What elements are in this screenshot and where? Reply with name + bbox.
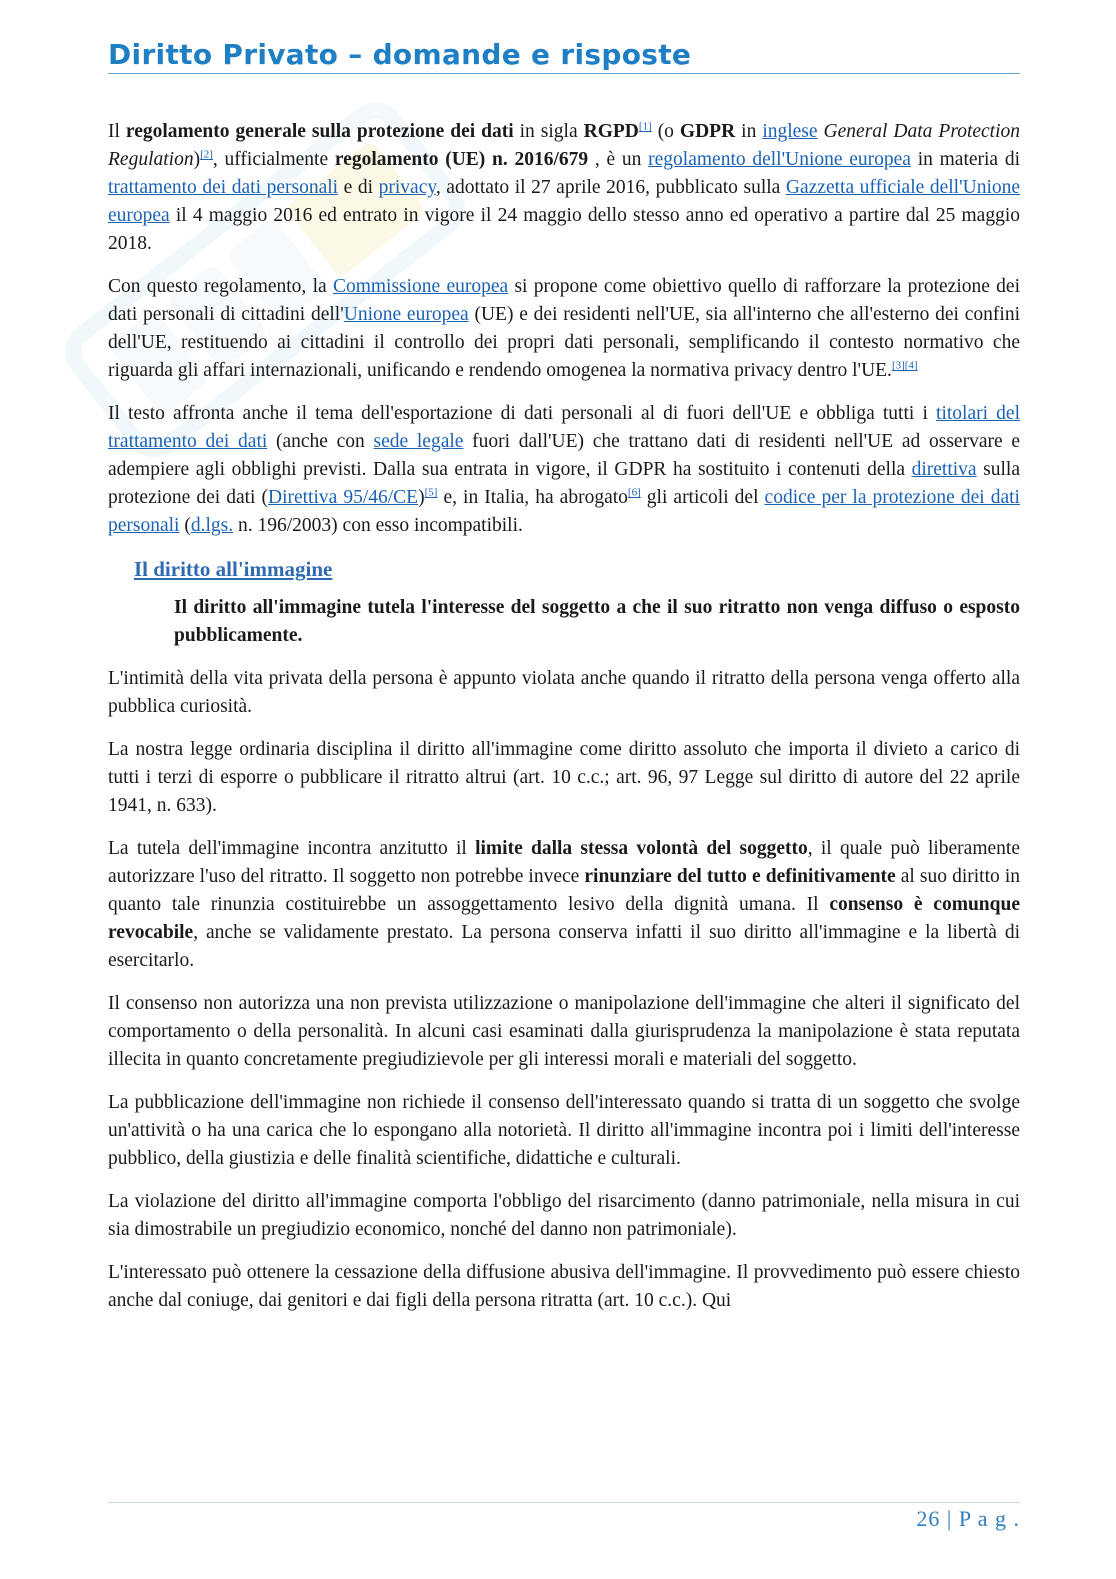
footer-divider (108, 1502, 1020, 1503)
bold-term: GDPR (679, 121, 736, 142)
link-gazzetta-ufficiale[interactable]: Gazzetta ufficiale dell'Unione europea (108, 177, 1021, 226)
link-sede-legale[interactable]: sede legale (373, 431, 464, 452)
footnote-link[interactable]: [2] (200, 148, 213, 161)
italic-term: General Data Protection Regulation (108, 121, 1021, 170)
paragraph-cessazione: L'interessato può ottenere la cessazione della diffusione abusiva dell'immagine. Il provvedimento può essere chiesto anche dal coniuge, dai genitori e dai figli della persona ritratta (art. 10 c.c.). Qui (108, 1262, 1020, 1311)
paragraph-intimita: L'intimità della vita privata della persona è appunto violata anche quando il ritratto della persona venga offerto alla pubblica curiosità. (108, 668, 1020, 717)
paragraph-tutela: La tutela dell'immagine incontra anzitutto il limite dalla stessa volontà del soggetto, il quale può liberamente autorizzare l'uso del ritratto. Il soggetto non potrebbe invece rinunziare del tutto e definitivamente al suo diritto in quanto tale rinunzia costituirebbe un assoggettamento lesivo della dignità umana. Il consenso è comunque revocabile, anche se validamente prestato. La persona conserva infatti il suo diritto all'immagine e la libertà di esercitarlo. (108, 838, 1020, 971)
paragraph-pubblicazione: La pubblicazione dell'immagine non richiede il consenso dell'interessato quando si tratta di un soggetto che svolge un'attività o ha una carica che lo espongano alla notorietà. Il diritto all'immagine incontra poi i limiti dell'interesse pubblico, della giustizia e delle finalità scientifiche, didattiche e culturali. (108, 1092, 1020, 1169)
bold-term: regolamento (UE) n. 2016/679 (334, 149, 589, 170)
footnote-link[interactable]: [3] (891, 359, 905, 372)
link-commissione-europea[interactable]: Commissione europea (332, 276, 509, 297)
link-codice-protezione[interactable]: codice per la protezione dei dati personali (108, 487, 1020, 536)
link-direttiva-95-46[interactable]: Direttiva 95/46/CE (267, 487, 419, 508)
page-label: P a g . (958, 1506, 1020, 1531)
footnote-link[interactable]: [1] (638, 120, 652, 133)
page-footer: 26 | P a g . (916, 1506, 1020, 1531)
bold-term: regolamento generale sulla protezione dei dati (125, 121, 514, 142)
link-unione-europea[interactable]: Unione europea (343, 304, 469, 325)
bold-term: consenso è comunque revocabile (108, 894, 1020, 943)
header-divider (108, 73, 1020, 74)
paragraph-consenso: Il consenso non autorizza una non prevista utilizzazione o manipolazione dell'immagine che alteri il significato del comportamento o della personalità. In alcuni casi esaminati dalla giurisprudenza la manipolazione è stata reputata illecita in quanto concretamente pregiudizievole per gli interessi morali e materiali del soggetto. (108, 993, 1020, 1070)
paragraph-commissione: Con questo regolamento, la Commissione europea si propone come obiettivo quello di rafforzare la protezione dei dati personali di cittadini dell'Unione europea (UE) e dei residenti nell'UE, sia all'interno che all'esterno dei confini dell'UE, restituendo ai cittadini il controllo dei propri dati personali, semplificando il contesto normativo che riguarda gli affari internazionali, unificando e rendendo omogenea la normativa privacy dentro l'UE.[3][4] (108, 276, 1021, 381)
link-direttiva[interactable]: direttiva (911, 459, 977, 480)
footnote-link[interactable]: [4] (904, 359, 918, 372)
page-number: 26 (916, 1506, 941, 1531)
link-privacy[interactable]: privacy (378, 177, 436, 198)
bold-term: limite dalla stessa volontà del soggetto (475, 838, 808, 859)
link-trattamento-dati[interactable]: trattamento dei dati personali (108, 177, 339, 198)
page-content (108, 118, 1020, 1330)
link-dlgs[interactable]: d.lgs. (190, 515, 234, 536)
footnote-link[interactable]: [5] (424, 486, 438, 499)
paragraph-esportazione: Il testo affronta anche il tema dell'esportazione di dati personali al di fuori dell'UE e obbliga tutti i titolari del trattamento dei dati (anche con sede legale fuori dall'UE) che trattano dati di residenti nell'UE ad osservare e adempiere agli obblighi previsti. Dalla sua entrata in vigore, il GDPR ha sostituito i contenuti della direttiva sulla protezione dei dati (Direttiva 95/46/CE)[5] e, in Italia, ha abrogato[6] gli articoli del codice per la protezione dei dati personali (d.lgs. n. 196/2003) con esso incompatibili. (108, 403, 1020, 536)
footnote-link[interactable]: [6] (627, 486, 641, 499)
link-regolamento-ue[interactable]: regolamento dell'Unione europea (648, 149, 911, 170)
paragraph-legge-ordinaria: La nostra legge ordinaria disciplina il diritto all'immagine come diritto assoluto che importa il divieto a carico di tutti i terzi di esporre o pubblicare il ritratto altrui (art. 10 c.c.; art. 96, 97 Legge sul diritto di autore del 22 aprile 1941, n. 633). (108, 739, 1020, 816)
document-title: Diritto Privato – domande e risposte (108, 38, 692, 71)
paragraph-gdpr-intro: Il regolamento generale sulla protezione dei dati in sigla RGPD[1] (o GDPR in inglese General Data Protection Regulation)[2], ufficialmente regolamento (UE) n. 2016/679 , è un regolamento dell'Unione europea in materia di trattamento dei dati personali e di privacy, adottato il 27 aprile 2016, pubblicato sulla Gazzetta ufficiale dell'Unione europea il 4 maggio 2016 ed entrato in vigore il 24 maggio dello stesso anno ed operativo a partire dal 25 maggio 2018. (108, 120, 1021, 254)
bold-term: rinunziare del tutto e definitivamente (584, 866, 896, 887)
link-titolari-trattamento[interactable]: titolari del trattamento dei dati (108, 403, 1020, 452)
link-inglese[interactable]: inglese (762, 121, 818, 142)
paragraph-violazione: La violazione del diritto all'immagine comporta l'obbligo del risarcimento (danno patrimoniale, nella misura in cui sia dimostrabile un pregiudizio economico, nonché del danno non patrimoniale). (108, 1191, 1020, 1240)
bold-term: RGPD (583, 121, 639, 142)
section-heading: Il diritto all'immagine (134, 557, 333, 581)
highlighted-definition: Il diritto all'immagine tutela l'interesse del soggetto a che il suo ritratto non venga diffuso o esposto pubblicamente. (174, 597, 1020, 646)
